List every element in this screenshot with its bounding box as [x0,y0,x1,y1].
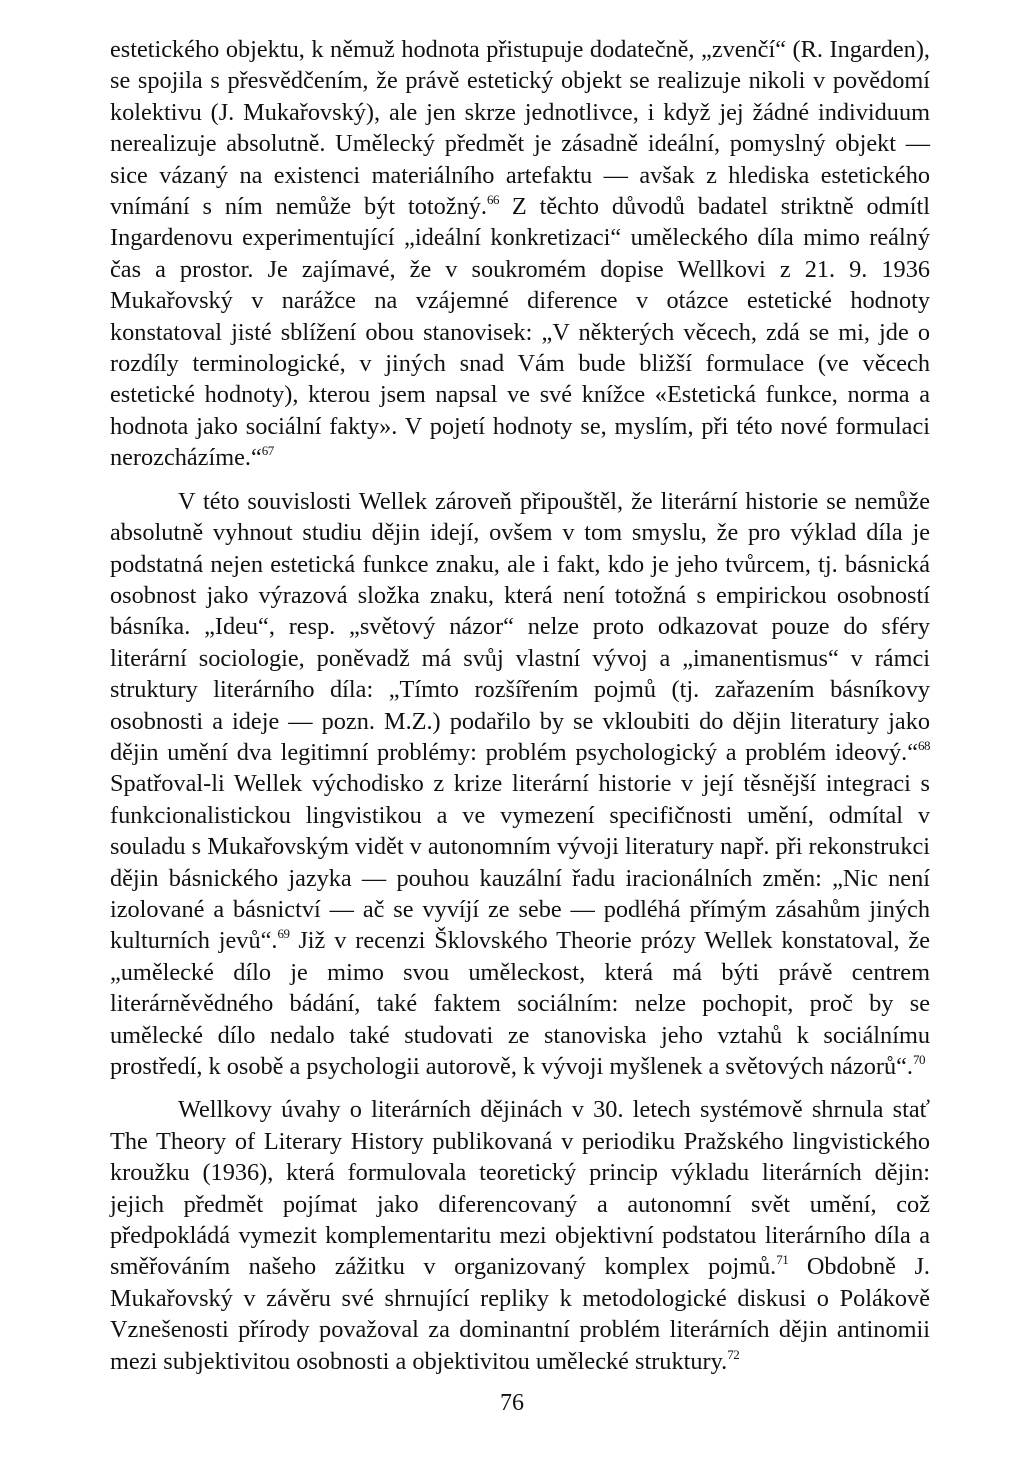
paragraph-1 [110,34,930,474]
footnote-ref-66: 66 [486,192,499,208]
footnote-ref-71: 71 [776,1252,789,1268]
paragraph-text: Obdobně J. Mukařovský v závěru své shrnující repliky k metodologické diskusi o Polákově Vznešenosti přírody považoval za dominantní problém literárních dějin antinomii mezi subjektivitou osobnosti a objektivitou umělecké struktury. [110,1253,930,1375]
page-number: 76 [500,1390,524,1416]
footnote-ref-69: 69 [277,926,290,942]
footnote-ref-67: 67 [261,443,274,459]
paragraph-text: Wellkovy úvahy o literárních dějinách v 30. letech systémově shrnula stať The Theory of Literary History publikovaná v periodiku Pražského lingvistického kroužku (1936), která formulovala teoretický princip výkladu literárních dějin: jejich předmět pojímat jako diferencovaný a autonomní svět umění, což předpokládá vymezit komplementaritu mezi objektivní podstatou literárního díla a směřováním našeho zážitku v organizovaný komplex pojmů. [110,1096,930,1281]
paragraph-text: V této souvislosti Wellek zároveň připouštěl, že literární historie se nemůže absolutně vyhnout studiu dějin idejí, ovšem v tom smyslu, že pro výklad díla je podstatná nejen estetická funkce znaku, ale i fakt, kdo je jeho tvůrcem, tj. básnická osobnost jako výrazová složka znaku, která není totožná s empirickou osobností básníka. „Ideu“, resp. „světový názor“ nelze proto odkazovat pouze do sféry literární sociologie, poněvadž má svůj vlastní vývoj a „imanentismus“ v rámci struktury literárního díla: „Tímto rozšířením pojmů (tj. zařazením básníkovy osobnosti a ideje — pozn. M.Z.) podařilo by se vkloubiti do dějin literatury jako dějin umění dva legitimní problémy: problém psychologický a problém ideový.“ [110,487,930,766]
paragraph-2 [110,486,930,1083]
footnote-ref-70: 70 [912,1052,925,1067]
paragraph-text: Již v recenzi Šklovského Theorie prózy Wellek konstatoval, že „umělecké dílo je mimo svou uměleckost, která má býti právě centrem literárněvědného bádání, také faktem sociálním: nelze pochopit, proč by se umělecké dílo nedalo také studovati ze stanoviska jeho vztahů k sociálnímu prostředí, k osobě a psychologii autorově, k vývoji myšlenek a světových názorů“. [110,927,930,1080]
page-body [110,34,930,1434]
paragraph-text: estetického objektu, k němuž hodnota přistupuje dodatečně, „zvenčí“ (R. Ingarden), se spojila s přesvědčením, že právě estetický objekt se realizuje nikoli v povědomí kolektivu (J. Mukařovský), ale jen skrze jednotlivce, i když jej žádné individuum nerealizuje absolutně. Umělecký předmět je zásadně ideální, pomyslný objekt — sice vázaný na existenci materiálního artefaktu — avšak z hlediska estetického vnímání s ním nemůže být totožný. [110,36,930,221]
footnote-ref-72: 72 [727,1346,740,1362]
footnote-ref-68: 68 [918,737,930,753]
paragraph-text: Spatřoval-li Wellek východisko z krize literární historie v její těsnější integraci s funkcionalistickou lingvistikou a ve vymezení specifičnosti umění, odmítal v souladu s Mukařovským vidět v autonomním vývoji literatury např. při rekonstrukci dějin básnického jazyka — pouhou kauzální řadu iracionálních změn: „Nic není izolované a básnictví — ač se vyvíjí ze sebe — podléhá přímým zásahům jiných kulturních jevů“. [110,770,930,955]
paragraph-3 [110,1094,930,1377]
paragraph-text: Z těchto důvodů badatel striktně odmítl Ingardenovu experimentující „ideální konkretizaci“ uměleckého díla mimo reálný čas a prostor. Je zajímavé, že v soukromém dopise Wellkovi z 21. 9. 1936 Mukařovský v narážce na vzájemné diference v otázce estetické hodnoty konstatoval jisté sblížení obou stanovisek: „V některých věcech, zdá se mi, jde o rozdíly terminologické, v jiných snad Vám bude bližší formulace (ve věcech estetické hodnoty), kterou jsem napsal ve své knížce «Estetická funkce, norma a hodnota jako sociální fakty». V pojetí hodnoty se, myslím, při této nové formulaci nerozcházíme.“ [110,193,930,472]
